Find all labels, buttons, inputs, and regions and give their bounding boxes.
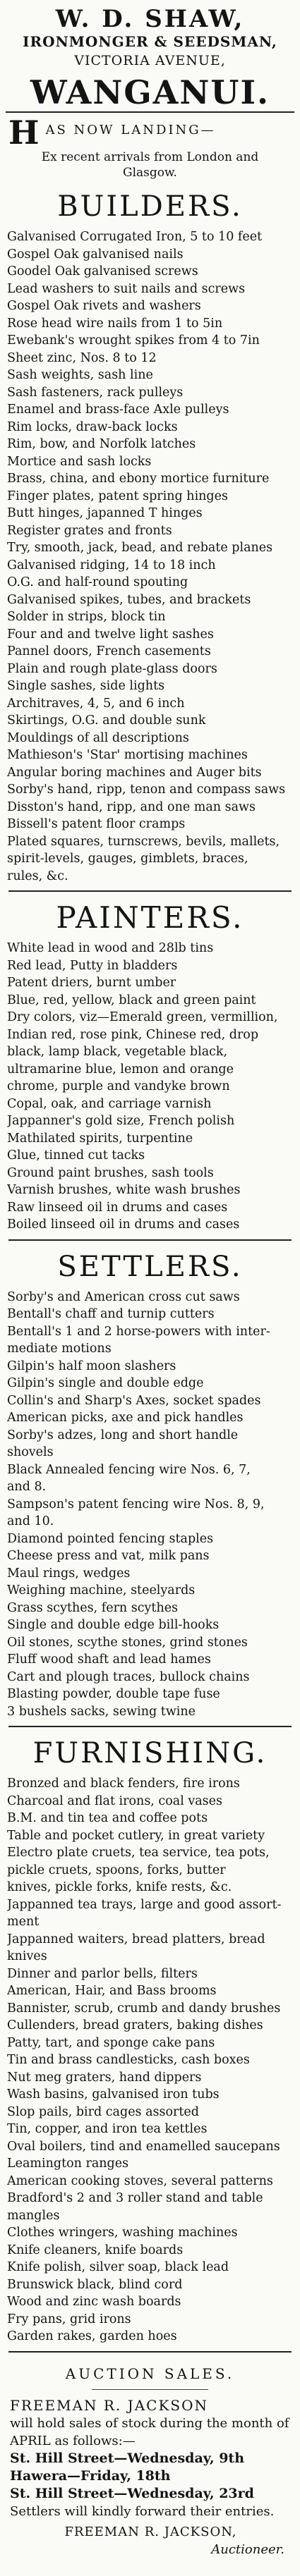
list-item: Four and and twelve light sashes — [7, 627, 214, 642]
list-item: Tin, copper, and iron tea kettles — [7, 2122, 208, 2136]
landing-text: AS NOW LANDING— — [45, 123, 216, 137]
list-item: Sorby's and American cross cut saws — [7, 1289, 240, 1304]
list-item: Knife polish, silver soap, black lead — [7, 2260, 229, 2274]
list-item: Bissell's patent floor cramps — [7, 817, 186, 831]
list-item: Disston's hand, ripp, and one man saws — [7, 799, 256, 814]
auction-intro: will hold sales of stock during the month of APRIL as follows:— — [10, 2415, 289, 2448]
list-item: Architraves, 4, 5, and 6 inch — [7, 696, 185, 711]
auctioneer-name: FREEMAN R. JACKSON — [10, 2396, 208, 2414]
list-item: Galvanised spikes, tubes, and brackets — [7, 592, 251, 607]
list-item: rules, &c. — [7, 869, 68, 883]
list-item: and 10. — [7, 1514, 54, 1528]
list-item: Bronzed and black fenders, fire irons — [7, 1777, 240, 1791]
auction-divider — [92, 2389, 208, 2390]
list-item: Sash fasteners, rack pulleys — [7, 385, 184, 400]
list-item: Sheet zinc, Nos. 8 to 12 — [7, 350, 157, 365]
list-item: Diamond pointed fencing staples — [7, 1531, 214, 1546]
list-item: Gospel Oak galvanised nails — [7, 247, 184, 262]
list-item: American picks, axe and pick handles — [7, 1411, 244, 1425]
list-item: Boiled linseed oil in drums and cases — [7, 1218, 240, 1232]
list-item: Single sashes, side lights — [7, 679, 165, 693]
list-item: knives — [7, 1949, 47, 1963]
list-item: Oval boilers, tind and enamelled saucepans — [7, 2139, 280, 2154]
section-divider — [8, 890, 292, 892]
list-item: Cheese press and vat, milk pans — [7, 1549, 210, 1563]
list-item: Sash weights, sash line — [7, 368, 153, 382]
list-item: black, lamp black, vegetable black, — [7, 1045, 228, 1059]
merchant-trade: IRONMONGER & SEEDSMAN, — [23, 33, 277, 50]
list-item: Register grates and fronts — [7, 523, 172, 538]
painters-list — [0, 940, 300, 1234]
list-item: Dinner and parlor bells, filters — [7, 1966, 198, 1981]
list-item: Slop pails, bird cages assorted — [7, 2104, 199, 2119]
list-item: Maul rings, wedges — [7, 1566, 131, 1581]
list-item: Electro plate cruets, tea service, tea pots, — [7, 1846, 270, 1860]
sale-date: Hawera—Friday, 18th — [10, 2467, 171, 2484]
section-title-builders: BUILDERS. — [57, 190, 243, 223]
auction-closing: Settlers will kindly forward their entries. — [10, 2503, 275, 2519]
list-item: Solder in strips, block tin — [7, 610, 166, 624]
merchant-town: WANGANUI. — [6, 73, 294, 113]
merchant-name: W. D. SHAW, — [55, 5, 245, 33]
list-item: Single and double edge bill-hooks — [7, 1618, 220, 1632]
list-item: Tin and brass candlesticks, cash boxes — [7, 2053, 250, 2067]
list-item: Patty, tart, and sponge cake pans — [7, 2035, 215, 2050]
list-item: Gilpin's single and double edge — [7, 1376, 204, 1390]
list-item: Lead washers to suit nails and screws — [7, 281, 246, 296]
list-item: Table and pocket cutlery, in great variety — [7, 1828, 265, 1843]
list-item: Rim, bow, and Norfolk latches — [7, 437, 196, 451]
list-item: Try, smooth, jack, bead, and rebate planes — [7, 541, 273, 555]
auction-heading: AUCTION SALES. — [65, 2365, 235, 2382]
drop-cap: H — [8, 114, 42, 152]
list-item: Collin's and Sharp's Axes, socket spades — [7, 1393, 261, 1408]
list-item: Sampson's patent fencing wire Nos. 8, 9, — [7, 1497, 265, 1511]
list-item: Red lead, Putty in bladders — [7, 958, 178, 973]
landing-line — [0, 114, 300, 152]
list-item: Galvanised Corrugated Iron, 5 to 10 feet — [7, 230, 263, 244]
list-item: American, Hair, and Bass brooms — [7, 1984, 217, 1998]
list-item: Garden rakes, garden hoes — [7, 2329, 177, 2343]
list-item: Gilpin's half moon slashers — [7, 1358, 176, 1373]
section-divider — [8, 1726, 292, 1727]
list-item: Galvanised ridging, 14 to 18 inch — [7, 558, 216, 572]
list-item: ultramarine blue, lemon and orange — [7, 1062, 234, 1077]
list-item: Varnish brushes, white wash brushes — [7, 1183, 241, 1197]
list-item: shovels — [7, 1445, 54, 1459]
list-item: Wash basins, galvanised iron tubs — [7, 2087, 220, 2102]
list-item: Mortice and sash locks — [7, 454, 152, 469]
list-item: mangles — [7, 2208, 60, 2223]
list-item: Mathieson's 'Star' mortising machines — [7, 748, 248, 762]
list-item: and 8. — [7, 1480, 47, 1494]
list-item: B.M. and tin tea and coffee pots — [7, 1811, 208, 1825]
furnishing-list — [0, 1775, 300, 2345]
sale-date: St. Hill Street—Wednesday, 9th — [10, 2450, 245, 2466]
list-item: Knife cleaners, knife boards — [7, 2243, 184, 2257]
list-item: Enamel and brass-face Axle pulleys — [7, 403, 229, 417]
list-item: Nut meg graters, hand dippers — [7, 2070, 202, 2085]
list-item: Jappanned waiters, bread platters, bread — [7, 1932, 265, 1946]
list-item: American cooking stoves, several patterns — [7, 2173, 273, 2188]
list-item: Fluff wood shaft and lead hames — [7, 1652, 211, 1667]
list-item: Ground paint brushes, sash tools — [7, 1165, 214, 1180]
list-item: Cart and plough traces, bullock chains — [7, 1669, 250, 1684]
list-item: Sorby's adzes, long and short handle — [7, 1428, 239, 1442]
list-item: Patent driers, burnt umber — [7, 976, 176, 990]
list-item: Bentall's chaff and turnip cutters — [7, 1307, 215, 1321]
list-item: Glue, tinned cut tacks — [7, 1148, 145, 1163]
list-item: knives, pickle forks, knife rests, &c. — [7, 1880, 232, 1894]
settlers-list — [0, 1289, 300, 1721]
list-item: Ewebank's wrought spikes from 4 to 7in — [7, 333, 260, 348]
list-item: Leamington ranges — [7, 2157, 129, 2171]
sale-date: St. Hill Street—Wednesday, 23rd — [10, 2485, 254, 2501]
list-item: Indian red, rose pink, Chinese red, drop — [7, 1027, 259, 1042]
list-item: Raw linseed oil in drums and cases — [7, 1200, 228, 1215]
list-item: Gospel Oak rivets and washers — [7, 299, 201, 313]
list-item: spirit-levels, gauges, gimblets, braces, — [7, 852, 248, 866]
list-item: 3 bushels sacks, sewing twine — [7, 1704, 196, 1719]
list-item: chrome, purple and vandyke brown — [7, 1079, 230, 1093]
list-item: Mouldings of all descriptions — [7, 730, 189, 745]
list-item: Weighing machine, steelyards — [7, 1583, 196, 1597]
list-item: Rose head wire nails from 1 to 5in — [7, 316, 223, 331]
auction-signature: FREEMAN R. JACKSON, — [64, 2524, 237, 2539]
list-item: Pannel doors, French casements — [7, 644, 211, 658]
list-item: Clothes wringers, washing machines — [7, 2226, 238, 2240]
list-item: mediate motions — [7, 1342, 112, 1356]
list-item: Skirtings, O.G. and double sunk — [7, 713, 206, 728]
list-item: Black Annealed fencing wire Nos. 6, 7, — [7, 1462, 251, 1477]
list-item: Bannister, scrub, crumb and dandy brushes — [7, 2001, 281, 2016]
auction-notice — [0, 2362, 300, 2558]
list-item: Goodel Oak galvanised screws — [7, 264, 198, 278]
list-item: Butt hinges, japanned T hinges — [7, 506, 203, 520]
list-item: Rim locks, draw-back locks — [7, 419, 178, 434]
list-item: Blasting powder, double tape fuse — [7, 1687, 220, 1701]
list-item: Jappanned tea trays, large and good assort- — [7, 1897, 282, 1912]
list-item: Sorby's hand, ripp, tenon and compass saws — [7, 783, 286, 797]
list-item: Fry pans, grid irons — [7, 2312, 131, 2326]
list-item: Bentall's 1 and 2 horse-powers with inter- — [7, 1324, 270, 1339]
list-item: Wood and zinc wash boards — [7, 2295, 181, 2309]
list-item: Plain and rough plate-glass doors — [7, 661, 217, 676]
list-item: White lead in wood and 28lb tins — [7, 941, 214, 955]
list-item: Oil stones, scythe stones, grind stones — [7, 1635, 248, 1650]
list-item: Bradford's 2 and 3 roller stand and table — [7, 2191, 263, 2205]
auctioneer-role: Auctioneer. — [211, 2541, 284, 2557]
list-item: Grass scythes, fern scythes — [7, 1600, 179, 1615]
section-divider — [8, 1239, 292, 1241]
list-item: Mathilated spirits, turpentine — [7, 1131, 193, 1146]
list-item: Dry colors, viz—Emerald green, vermillion, — [7, 1010, 278, 1024]
list-item: Brunswick black, blind cord — [7, 2277, 183, 2292]
section-title-settlers: SETTLERS. — [57, 1250, 243, 1283]
list-item: Copal, oak, and carriage varnish — [7, 1096, 212, 1111]
section-title-furnishing: FURNISHING. — [32, 1737, 268, 1770]
list-item: ment — [7, 1915, 40, 1929]
builders-list — [0, 228, 300, 885]
list-item: Cullenders, bread graters, baking dishes — [7, 2018, 263, 2032]
merchant-street: VICTORIA AVENUE, — [74, 53, 226, 68]
section-title-painters: PAINTERS. — [56, 900, 244, 935]
list-item: Plated squares, turnscrews, bevils, mallets, — [7, 834, 280, 849]
list-item: Brass, china, and ebony mortice furniture — [7, 472, 270, 486]
list-item: Jappanner's gold size, French polish — [7, 1114, 235, 1128]
list-item: Angular boring machines and Auger bits — [7, 765, 262, 780]
list-item: Blue, red, yellow, black and green paint — [7, 993, 256, 1007]
list-item: Finger plates, patent spring hinges — [7, 489, 228, 503]
arrivals-note: Ex recent arrivals from London and Glasgow. — [41, 150, 259, 180]
list-item: O.G. and half-round spouting — [7, 575, 188, 589]
section-divider — [8, 2351, 292, 2353]
list-item: pickle cruets, spoons, forks, butter — [7, 1863, 226, 1877]
list-item: Charcoal and flat irons, coal vases — [7, 1793, 223, 1808]
